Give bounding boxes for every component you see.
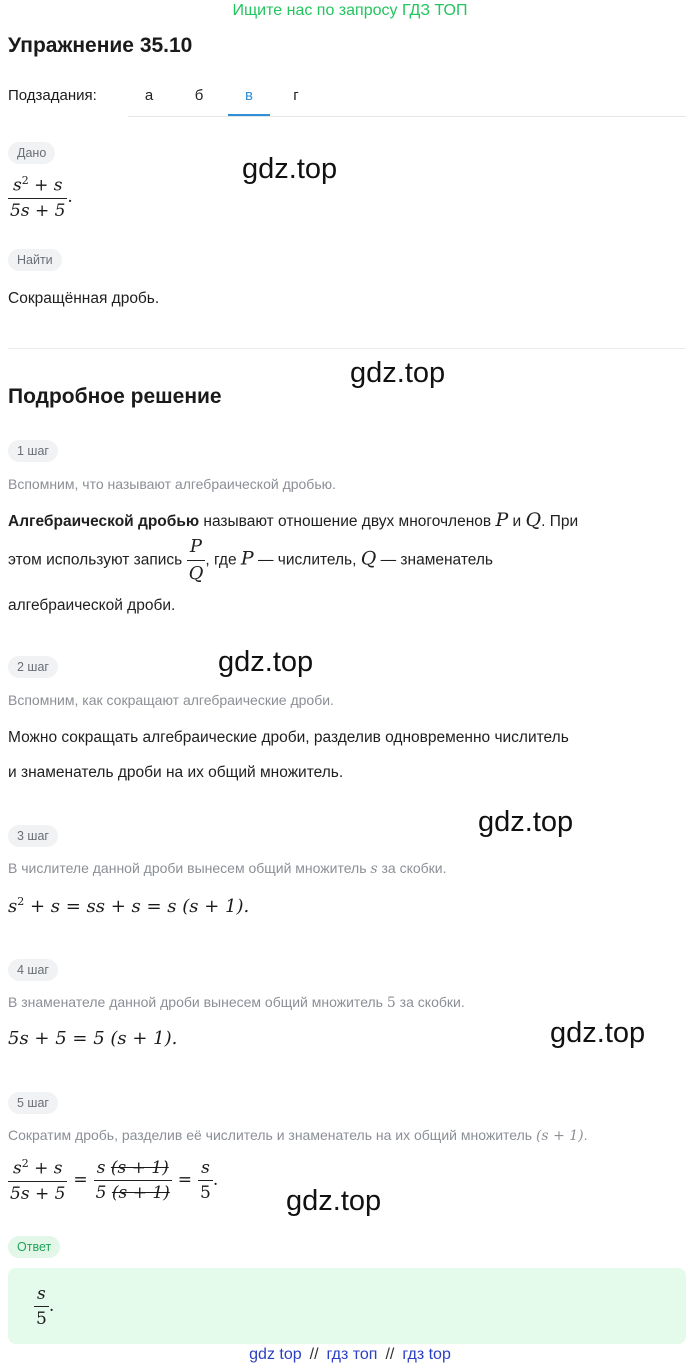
tab-v[interactable]: в: [228, 78, 270, 116]
footer-link-gdz-top-mixed[interactable]: гдз top: [402, 1346, 451, 1363]
given-expression: $\frac{s^2 + s}{5s + 5}$ .: [10, 174, 73, 221]
cancelled-factor: (s + 1): [110, 1157, 169, 1178]
footer-links: [0, 1346, 700, 1364]
step-2-line-1: Можно сокращать алгебраические дроби, разделив одновременно числитель: [8, 729, 569, 746]
step-3-equation: $s^2 + s$ = ss + s = s (s + 1).: [8, 895, 250, 917]
step-1-line-2: этом используют запись $\frac{P}{Q}$ , где P — числитель, Q — знаменатель: [8, 536, 493, 584]
given-pill: Дано: [8, 142, 55, 164]
divider: [8, 348, 686, 349]
step-4-equation: 5s + 5 = 5 (s + 1).: [8, 1028, 178, 1049]
watermark: gdz.top: [218, 646, 314, 678]
step-4-hint: В знаменателе данной дроби вынесем общий множитель 5 за скобки.: [8, 994, 465, 1011]
step-2-line-2: и знаменатель дроби на их общий множитель.: [8, 764, 344, 781]
search-hint-banner: Ищите нас по запросу ГДЗ ТОП: [232, 2, 468, 19]
step-1-line-1: Алгебраической дробью называют отношение двух многочленов P и Q. При: [8, 509, 579, 531]
watermark: gdz.top: [550, 1017, 646, 1049]
footer-link-gdz-top-ru[interactable]: гдз топ: [326, 1346, 378, 1363]
watermark: gdz.top: [286, 1185, 382, 1217]
watermark: gdz.top: [478, 806, 574, 838]
step-2-pill: 2 шаг: [8, 656, 58, 678]
cancelled-factor: (s + 1): [111, 1182, 170, 1203]
step-4-pill: 4 шаг: [8, 959, 58, 981]
find-pill: Найти: [8, 249, 62, 271]
page-title: Упражнение 35.10: [8, 34, 193, 57]
solution-title: Подробное решение: [8, 385, 222, 408]
footer-separator: //: [385, 1346, 395, 1363]
step-2-hint: Вспомним, как сокращают алгебраические дроби.: [8, 692, 334, 708]
step-3-pill: 3 шаг: [8, 825, 58, 847]
p-over-q-fraction: $\frac{P}{Q}$: [188, 536, 204, 584]
tab-b[interactable]: б: [194, 87, 204, 104]
step-5-equation: $\frac{s^2 + s}{5s + 5}$ = $\frac{s (s + 1)}{5 (s + 1)}$ = $\frac{s}{5}$ .: [10, 1157, 219, 1204]
answer-box: [8, 1268, 686, 1344]
answer-fraction: $\frac{s}{5}$ .: [36, 1284, 55, 1329]
step-1-line-3: алгебраической дроби.: [8, 597, 176, 614]
footer-link-gdz-top[interactable]: gdz top: [249, 1346, 302, 1363]
find-text: Сокращённая дробь.: [8, 290, 160, 307]
watermark: gdz.top: [242, 153, 338, 185]
tab-g[interactable]: г: [293, 87, 299, 104]
step-1-pill: 1 шаг: [8, 440, 58, 462]
footer-separator: //: [309, 1346, 319, 1363]
step-5-hint: Сократим дробь, разделив её числитель и знаменатель на их общий множитель (s + 1).: [8, 1127, 588, 1144]
step-5-pill: 5 шаг: [8, 1092, 58, 1114]
subtasks-label: Подзадания:: [8, 87, 97, 104]
answer-pill: Ответ: [8, 1236, 60, 1258]
step-1-hint: Вспомним, что называют алгебраической дробью.: [8, 476, 337, 492]
watermark: gdz.top: [350, 357, 446, 389]
tab-a[interactable]: а: [144, 87, 154, 104]
subtask-tabs: [128, 78, 686, 117]
step-3-hint: В числителе данной дроби вынесем общий множитель s за скобки.: [8, 860, 447, 877]
